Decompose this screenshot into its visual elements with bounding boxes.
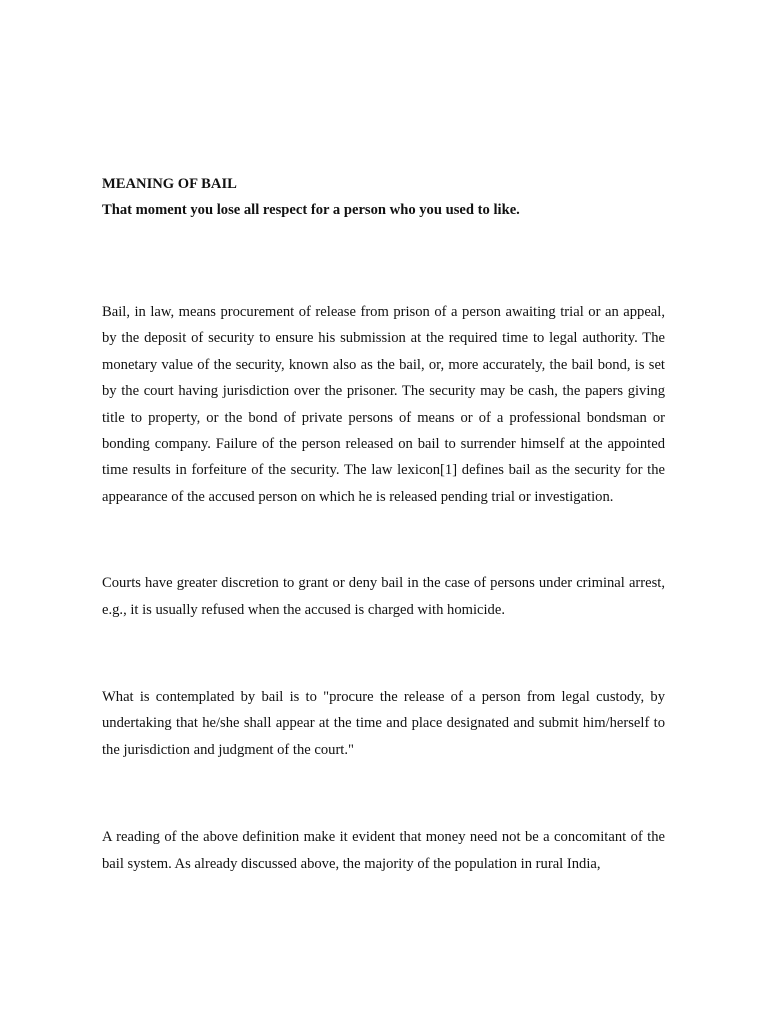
section-subheading: That moment you lose all respect for a person who you used to like. — [102, 202, 520, 218]
paragraph-court-discretion: Courts have greater discretion to grant or deny bail in the case of persons under criminal arrest, e.g., it is usually refused when the accused is charged with homicide. — [102, 575, 665, 618]
document-body — [102, 171, 665, 877]
section-heading: MEANING OF BAIL — [102, 176, 237, 192]
paragraph-money-not-concomitant: A reading of the above definition make it evident that money need not be a concomitant of the bail system. As already discussed above, the majority of the population in rural India, — [102, 829, 665, 872]
paragraph-bail-definition: Bail, in law, means procurement of release from prison of a person awaiting trial or an appeal, by the deposit of security to ensure his submission at the required time to legal authority. The monetary value of the security, known also as the bail, or, more accurately, the bail bond, is set by the court having jurisdiction over the prisoner. The security may be cash, the papers giving title to property, or the bond of private persons of means or of a professional bondsman or bonding company. Failure of the person released on bail to surrender himself at the appointed time results in forfeiture of the security. The law lexicon[1] defines bail as the security for the appearance of the accused person on which he is released pending trial or investigation. — [102, 304, 665, 505]
paragraph-contemplated-by-bail: What is contemplated by bail is to "procure the release of a person from legal custody, by undertaking that he/she shall appear at the time and place designated and submit him/herself to the jurisdiction and judgment of the court." — [102, 689, 665, 758]
